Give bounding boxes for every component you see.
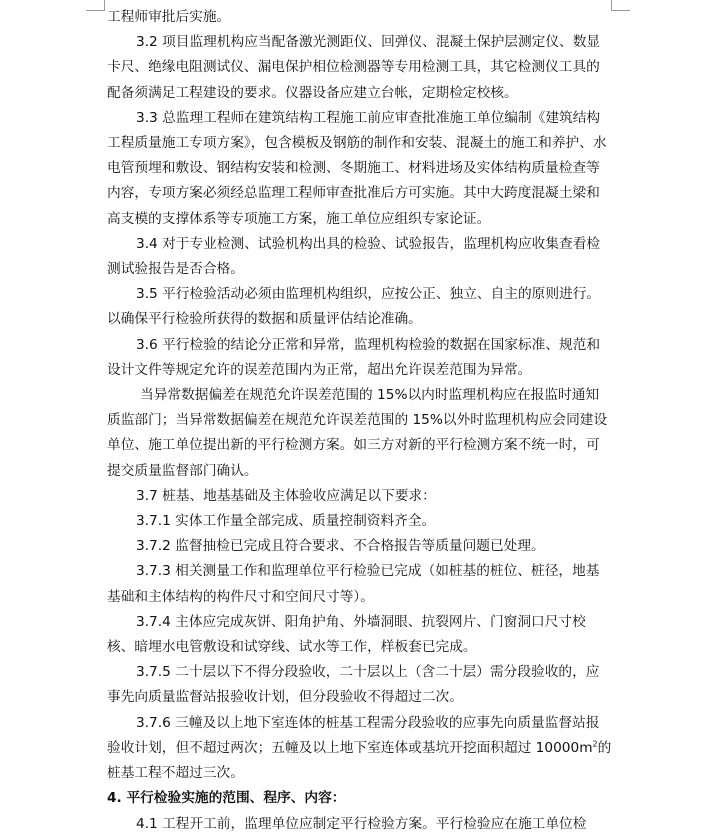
paragraph-3-7-1: 3.7.1 实体工作量全部完成、质量控制资料齐全。 xyxy=(136,513,436,530)
paragraph-3-7-3: 3.7.3 相关测量工作和监理单位平行检验已完成（如桩基的桩位、桩径，地基基础和主体结构的构件尺寸和空间尺寸等）。 xyxy=(107,563,600,605)
square-meter-superscript: 2 xyxy=(592,739,598,749)
paragraph-3-4: 3.4 对于专业检测、试验机构出具的检验、试验报告，监理机构应收集查看检测试验报告是否合格。 xyxy=(107,235,601,278)
section-heading-4: 4. 平行检验实施的范围、程序、内容： xyxy=(107,790,346,807)
paragraph-3-6: 3.6 平行检验的结论分正常和异常，监理机构检验的数据在国家标准、规范和设计文件等规定允许的误差范围内为正常，超出允许误差范围为异常。 xyxy=(107,336,601,378)
paragraph-3-7-6-part-a: 3.7.6 三幢及以上地下室连体的桩基工程需分段验收的应事先向质量监督站报验收计划，但不超过两次；五幢及以上地下室连体或基坑开挖面积超过 10000m xyxy=(107,714,600,756)
paragraph-3-7-2: 3.7.2 监督抽检已完成且符合要求、不合格报告等质量问题已处理。 xyxy=(136,538,545,555)
paragraph-3-5: 3.5 平行检验活动必须由监理机构组织，应按公正、独立、自主的原则进行。以确保平行检验所获得的数据和质量评估结论准确。 xyxy=(107,286,601,328)
paragraph-continuation: 工程师审批后实施。 xyxy=(107,9,231,25)
document-page xyxy=(107,0,612,837)
paragraph-3-7-4: 3.7.4 主体应完成灰饼、阳角护角、外墙洞眼、抗裂网片、门窗洞口尺寸校核、暗埋水电管敷设和试穿线、试水等工作，样板套已完成。 xyxy=(107,613,586,656)
paragraph-3-7-5: 3.7.5 二十层以下不得分段验收，二十层以上（含二十层）需分段验收的，应事先向质量监督站报验收计划，但分段验收不得超过二次。 xyxy=(107,664,600,706)
page-corner-mark-right xyxy=(611,0,630,11)
paragraph-3-7: 3.7 桩基、地基基础及主体验收应满足以下要求： xyxy=(136,487,436,504)
paragraph-3-3: 3.3 总监理工程师在建筑结构工程施工前应审查批准施工单位编制《建筑结构工程质量施工专项方案》，包含模板及钢筋的制作和安装、混凝土的施工和养护、水电管预埋和敷设、钢结构安装和检测、冬期施工、材料进场及实体结构质量检查等内容，专项方案必须经总监理工程师审查批准后方可实施。其中大跨度混凝土梁和高支模的支撑体系等专项施工方案，施工单位应组织专家论证。 xyxy=(107,109,607,227)
paragraph-4-1: 4.1 工程开工前，监理单位应制定平行检验方案。平行检验应在施工单位检 xyxy=(136,815,587,832)
paragraph-3-2: 3.2 项目监理机构应当配备激光测距仪、回弹仪、混凝土保护层测定仪、数显卡尺、绝缘电阻测试仪、漏电保护相位检测器等专用检测工具，其它检测仪工具的配备须满足工程建设的要求。仪器设备应建立台帐，定期检定校核。 xyxy=(107,34,601,101)
paragraph-3-7-6 xyxy=(107,711,612,787)
paragraph-3-7-6-part-b: 的桩基工程不超过三次。 xyxy=(107,739,612,782)
page-corner-mark-left xyxy=(86,0,105,11)
paragraph-abnormal-data: 当异常数据偏差在规范允许误差范围的 15%以内时监理机构应在报监时通知质监部门；当异常数据偏差在规范允许误差范围的 15%以外时监理机构应会同建设单位、施工单位提出新的平行检测方案。如三方对新的平行检测方案不统一时，可提交质量监督部门确认。 xyxy=(107,387,608,479)
